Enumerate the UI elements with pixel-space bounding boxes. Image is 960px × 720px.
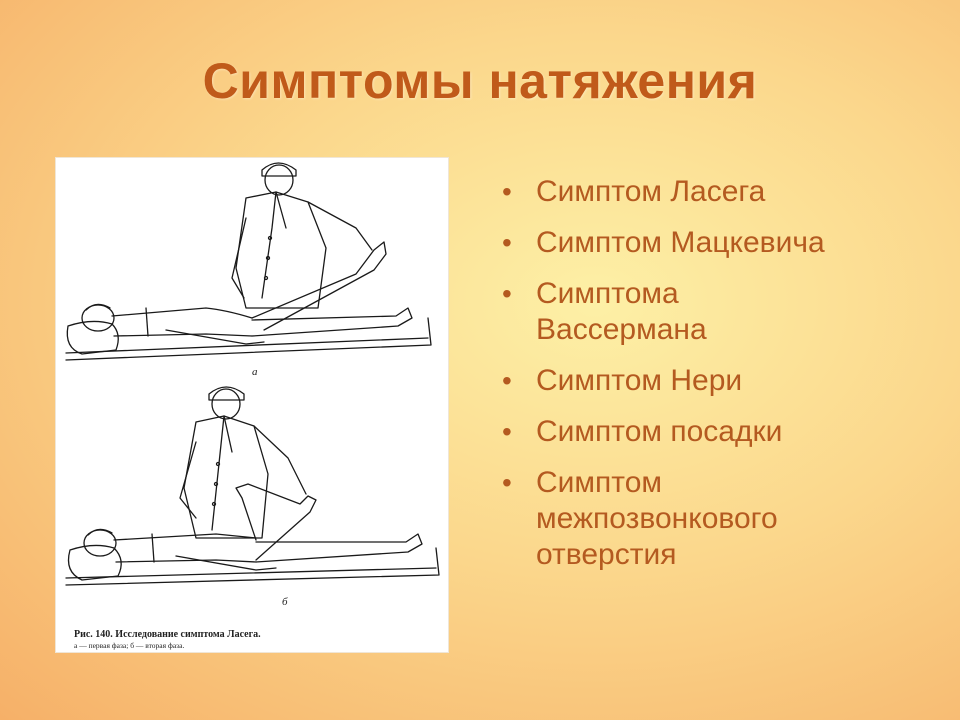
bullet-marker: • [502,227,512,258]
symptom-text: Симптома Вассермана [536,277,707,346]
bullet-marker: • [502,416,512,447]
bullet-marker: • [502,278,512,309]
phase-b-scene [66,387,439,585]
symptom-list [492,174,932,588]
symptom-text: Симптом посадки [536,415,783,448]
symptom-list-item [492,465,932,573]
symptom-list-item [492,276,932,348]
symptom-list-item [492,363,932,399]
lasegue-drawing [56,158,448,652]
lasegue-illustration [56,158,448,652]
bullet-marker: • [502,467,512,498]
bullet-marker: • [502,176,512,207]
symptom-text: Симптом Мацкевича [536,226,825,259]
figure-caption-title: Рис. 140. Исследование симптома Ласега. [74,629,261,640]
symptom-text: Симптом Нери [536,364,743,397]
bullet-marker: • [502,365,512,396]
phase-a-scene [66,163,431,360]
figure-label-a: а [252,366,258,378]
symptom-list-item [492,225,932,261]
symptom-text: Симптом Ласега [536,175,766,208]
figure-label-b: б [282,596,288,608]
symptom-list-item [492,414,932,450]
slide-title: Симптомы натяжения [202,53,758,109]
figure-caption-legend: а — первая фаза; б — вторая фаза. [74,641,185,650]
figure-caption [74,629,434,650]
symptom-list-item [492,174,932,210]
symptom-text: Симптом межпозвонкового отверстия [536,466,778,571]
